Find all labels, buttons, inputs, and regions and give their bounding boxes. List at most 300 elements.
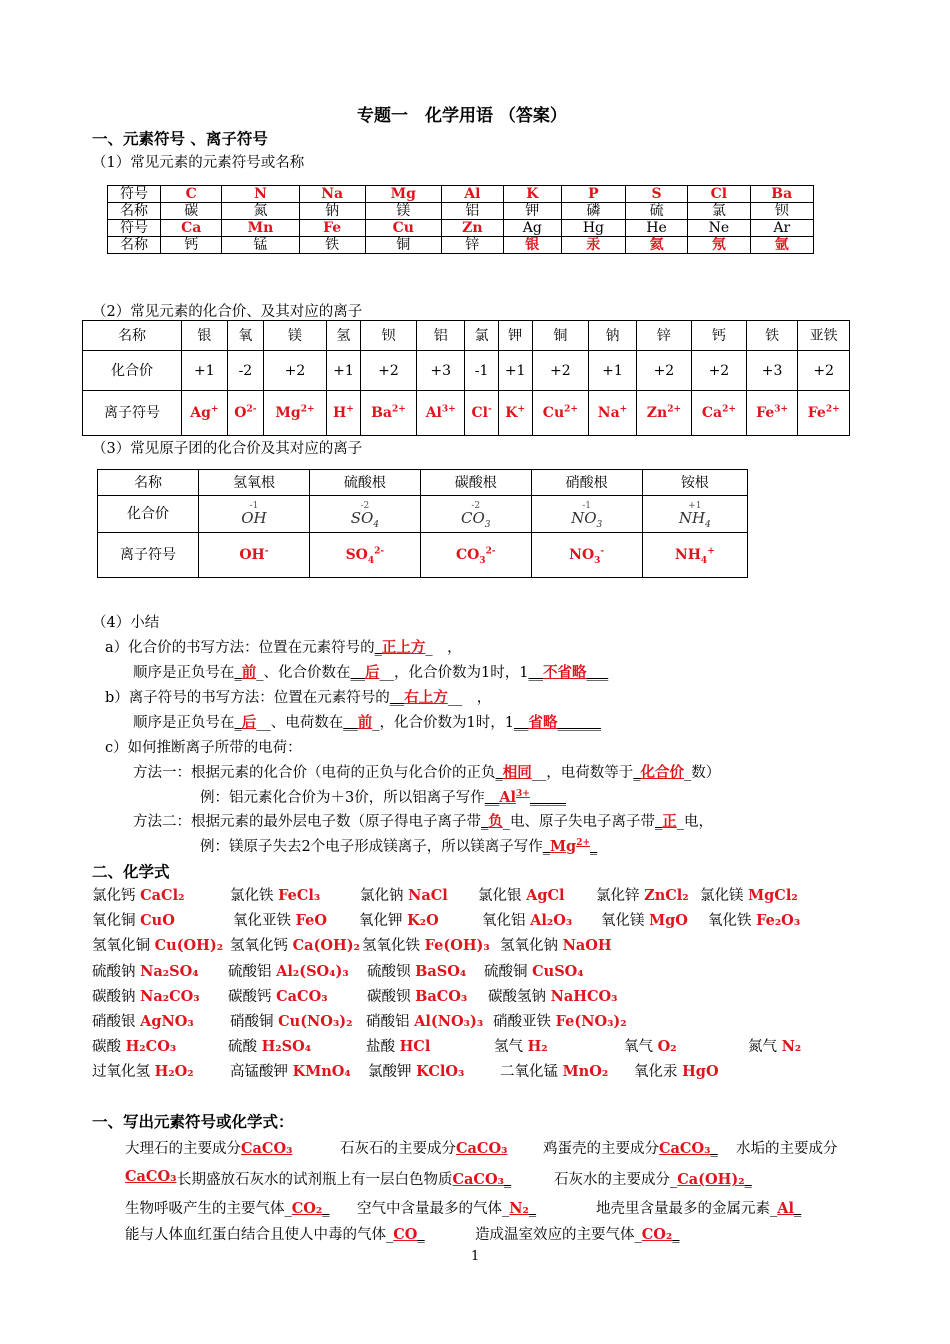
text-segment: __ — [528, 665, 543, 681]
table-cell: 铜 — [532, 321, 589, 351]
ion-cell — [465, 391, 498, 436]
compound-name: 氯化银 — [478, 888, 527, 904]
compound-formula: H₂CO₃ — [125, 1038, 177, 1056]
text-segment: _ — [542, 839, 550, 855]
compound-name: 氯化钙 — [92, 888, 141, 904]
table-row — [108, 220, 814, 237]
table-cell: +3 — [746, 351, 798, 391]
table-cell: +2 — [532, 351, 589, 391]
formula-item — [484, 960, 584, 981]
ion-symbol: Cl — [471, 405, 488, 421]
table-cell: 化合价 — [83, 351, 182, 391]
compound-name: 氧化镁 — [601, 913, 650, 930]
valence-formula — [461, 501, 491, 530]
table-cell: 氦 — [625, 237, 687, 254]
table-cell: 钙 — [161, 237, 222, 254]
formula-item — [92, 1035, 176, 1056]
table-cell: +2 — [636, 351, 691, 391]
compound-formula: Al₂(SO₄)₃ — [276, 962, 349, 980]
summary-c: c）如何推断离子所带的电荷： — [105, 740, 302, 756]
formula-item — [360, 884, 448, 905]
table-cell: Mn — [222, 220, 299, 237]
compound-formula: MgO — [649, 912, 688, 930]
ion-symbol: CO — [455, 547, 480, 563]
text-segment: __、电荷数在 — [256, 715, 344, 731]
compound-name: 氢氧化钠 — [500, 938, 563, 955]
subscript: 4 — [373, 520, 380, 530]
valence-base: $NO_3$ — [571, 509, 603, 530]
formula-item — [700, 884, 798, 905]
text-segment: __，化合价数为1时，1 — [379, 665, 529, 681]
table-cell: 名称 — [98, 470, 199, 496]
row-label: 名称 — [108, 237, 161, 254]
formula-item — [708, 909, 800, 930]
compound-name: 氧化铁 — [708, 913, 757, 930]
table-cell: Ca — [161, 220, 222, 237]
page-title: 专题一 化学用语 （答案） — [357, 106, 567, 126]
table-cell: 铜 — [365, 237, 441, 254]
blank: _ — [417, 1227, 425, 1243]
table-cell: Mg — [365, 186, 441, 203]
compound-formula: N₂ — [781, 1038, 802, 1056]
compound-name: 氧化铜 — [92, 913, 141, 930]
blank: _ — [322, 1201, 330, 1217]
ion-cell — [227, 391, 263, 436]
row-label: 名称 — [108, 203, 161, 220]
compound-formula: CaCO₃ — [276, 987, 328, 1005]
compound-formula: MgCl₂ — [748, 887, 798, 904]
text-segment: _电， — [676, 814, 713, 830]
ion-charge: - — [600, 546, 605, 557]
row-label: 化合价 — [98, 496, 199, 533]
formula-item — [359, 909, 439, 930]
answer: 前 — [357, 714, 373, 731]
question-text: 造成温室效应的主要气体_ — [475, 1227, 642, 1243]
table-cell: 钠 — [299, 203, 365, 220]
formula-item — [488, 985, 617, 1006]
compound-formula: FeO — [295, 912, 327, 930]
row-label: 符号 — [108, 220, 161, 237]
formula-item — [230, 934, 360, 955]
fill-item — [554, 1168, 752, 1189]
table-row — [83, 351, 850, 391]
formula-item — [624, 1035, 677, 1056]
table-cell: Ba — [750, 186, 813, 203]
text-segment: 顺序是正负号在 — [133, 715, 235, 731]
formula-item — [368, 1060, 464, 1081]
ion-charge: + — [210, 404, 219, 415]
compound-formula: KMnO₄ — [292, 1063, 351, 1081]
table-cell: -1 — [465, 351, 498, 391]
summary-method1 — [133, 761, 720, 782]
valence-formula — [241, 502, 266, 526]
compound-name: 硫酸铝 — [228, 963, 277, 980]
ion-cell — [420, 533, 531, 578]
subscript: 3 — [484, 520, 491, 530]
ion-cell — [182, 391, 228, 436]
formula-item — [500, 1060, 608, 1081]
answer: 相同 — [502, 764, 532, 781]
answer: CaCO₃ — [456, 1140, 508, 1157]
text-segment: _ — [234, 665, 242, 681]
ion-cell — [416, 391, 465, 436]
compound-name: 硫酸钡 — [367, 963, 416, 980]
table-cell: 氢氧根 — [199, 470, 310, 496]
subscript: 4 — [367, 555, 375, 566]
table-cell: 钡 — [750, 203, 813, 220]
answer: 后 — [365, 664, 380, 681]
text-segment: _____ — [529, 790, 567, 806]
text-segment: __ — [389, 690, 405, 706]
text-segment: __ ， — [447, 690, 492, 706]
compound-name: 氯化锌 — [596, 888, 645, 904]
section2-heading: 二、化学式 — [92, 862, 170, 881]
text-segment: _电、原子失电子离子带 — [502, 814, 655, 830]
blank: _ — [744, 1172, 752, 1188]
text-segment: __ — [513, 715, 529, 731]
compound-formula: H₂ — [527, 1038, 548, 1056]
text-segment: _ — [590, 839, 598, 855]
text-segment: ______ — [557, 715, 601, 731]
ion-charge: + — [707, 546, 715, 557]
answer: CO₂ — [641, 1226, 673, 1243]
compound-formula: MnO₂ — [562, 1063, 609, 1081]
table-cell: 钾 — [498, 321, 532, 351]
text-segment: _ — [633, 765, 641, 781]
compound-name: 硫酸铜 — [484, 963, 533, 980]
ion-cell — [589, 391, 637, 436]
answer-charge: 2+ — [576, 838, 590, 849]
table-cell: +1 — [326, 351, 360, 391]
compound-formula: O₂ — [657, 1038, 677, 1056]
element-symbol-table — [107, 185, 814, 254]
formula-item — [362, 934, 490, 955]
text-segment: __ — [484, 790, 500, 806]
question-text: 大理石的主要成分 — [125, 1141, 241, 1157]
valence-formula — [350, 501, 380, 530]
compound-formula: BaCO₃ — [415, 987, 468, 1005]
text-segment: a）化合价的书写方法：位置在元素符号的 — [105, 640, 375, 656]
ion-symbol: NO — [569, 547, 595, 563]
ion-cell — [642, 533, 747, 578]
formula-item — [233, 909, 327, 930]
text-segment: _ ， — [425, 640, 462, 656]
text-segment: _、化合价数在 — [256, 665, 351, 681]
compound-name: 碳酸钠 — [92, 988, 141, 1005]
summary-a1 — [105, 636, 462, 657]
table-cell: Hg — [561, 220, 625, 237]
table-row — [83, 391, 850, 436]
table-row — [98, 496, 748, 533]
question-text: 石灰水的主要成分_ — [554, 1172, 678, 1188]
ion-charge: 2+ — [825, 404, 840, 415]
table-cell: 镁 — [365, 203, 441, 220]
table-row — [108, 237, 814, 254]
table-cell: S — [625, 186, 687, 203]
fill-item — [125, 1223, 425, 1244]
formula-item — [228, 1035, 311, 1056]
table-cell: 铝 — [441, 203, 503, 220]
subscript: 3 — [596, 520, 603, 530]
compound-name: 盐酸 — [366, 1039, 400, 1056]
fill-item — [736, 1137, 838, 1158]
compound-name: 高锰酸钾 — [230, 1064, 293, 1081]
answer: CO₂ — [291, 1200, 323, 1217]
compound-name: 氯化镁 — [700, 888, 749, 904]
compound-name: 硝酸铝 — [366, 1014, 415, 1030]
table-cell: P — [561, 186, 625, 203]
section1-heading: 一、元素符号 、离子符号 — [92, 129, 268, 148]
ion-symbol: Mg — [275, 405, 301, 421]
table-cell: 氯 — [688, 203, 750, 220]
compound-name: 氧气 — [624, 1039, 658, 1056]
compound-formula: Fe(OH)₃ — [424, 937, 490, 955]
ion-charge: 2- — [374, 546, 385, 557]
compound-name: 二氧化锰 — [500, 1064, 563, 1081]
table-cell: 钡 — [360, 321, 416, 351]
valence-number: -1 — [249, 501, 259, 511]
formula-item — [601, 909, 688, 930]
valence-cell — [531, 496, 642, 533]
compound-name: 氢氧化铁 — [362, 938, 425, 955]
table-cell: +2 — [264, 351, 327, 391]
fill-item — [177, 1168, 511, 1189]
compound-name: 氢氧化钙 — [230, 938, 293, 955]
answer: CaCO₃ — [125, 1168, 177, 1185]
text-segment: _，化合价数为1时，1 — [372, 715, 514, 731]
ion-charge: 2- — [485, 546, 496, 557]
ion-cell — [531, 533, 642, 578]
subscript: 3 — [479, 555, 486, 566]
answer: Mg — [549, 838, 577, 855]
table-row — [98, 470, 748, 496]
ion-cell — [309, 533, 420, 578]
answer: 正 — [662, 813, 677, 830]
ion-charge: 2+ — [564, 404, 578, 415]
formula-item — [500, 934, 612, 955]
ion-symbol: OH — [239, 547, 265, 563]
compound-formula: NaHCO₃ — [550, 987, 618, 1005]
answer: CO — [393, 1226, 418, 1243]
valence-ion-table — [82, 320, 850, 436]
summary-a2 — [133, 661, 608, 682]
valence-base: OH — [241, 509, 267, 527]
text-segment: 顺序是正负号在 — [133, 665, 235, 681]
compound-name: 氢气 — [494, 1039, 528, 1056]
compound-name: 硫酸 — [228, 1039, 262, 1056]
compound-name: 氧化钾 — [359, 913, 408, 930]
formula-item — [482, 909, 572, 930]
compound-formula: AgNO₃ — [140, 1013, 194, 1030]
table-cell: +2 — [798, 351, 850, 391]
ion-charge: + — [517, 404, 525, 415]
table-row — [98, 533, 748, 578]
compound-name: 过氧化氢 — [92, 1064, 155, 1081]
text-segment: _ — [655, 814, 663, 830]
compound-formula: Fe(NO₃)₂ — [555, 1013, 627, 1030]
compound-formula: K₂O — [407, 912, 439, 930]
formula-item — [92, 960, 199, 981]
ion-charge: 2+ — [722, 404, 736, 415]
summary-title: （4）小结 — [92, 615, 160, 631]
table-cell: 锌 — [636, 321, 691, 351]
fill-item — [596, 1197, 801, 1218]
formula-item — [494, 1035, 548, 1056]
table-cell: 银 — [182, 321, 228, 351]
ion-symbol: Na — [597, 405, 620, 421]
compound-formula: HgO — [682, 1063, 719, 1081]
summary-method1-example — [200, 786, 566, 807]
ion-charge: 2+ — [392, 404, 406, 415]
fill-item — [340, 1137, 507, 1158]
compound-name: 硝酸银 — [92, 1014, 141, 1030]
table-cell: 硫 — [625, 203, 687, 220]
formula-item — [92, 909, 175, 930]
blank: _ — [710, 1141, 718, 1157]
ion-symbol: Zn — [646, 405, 668, 421]
formula-item — [230, 884, 320, 905]
blank: _ — [503, 1172, 512, 1188]
text-segment: __ — [343, 715, 358, 731]
table-cell: 锌 — [441, 237, 503, 254]
subheading-2: （2）常见元素的化合价、及其对应的离子 — [92, 304, 363, 320]
text-segment: b）离子符号的书写方法：位置在元素符号的 — [105, 690, 390, 706]
text-segment: _ — [374, 640, 382, 656]
ion-symbol: H — [333, 405, 347, 421]
subheading-1: （1）常见元素的元素符号或名称 — [92, 155, 305, 171]
table-cell: Ar — [750, 220, 813, 237]
formula-item — [366, 1010, 483, 1031]
table-cell: 锰 — [222, 237, 299, 254]
ion-cell — [798, 391, 850, 436]
answer: 省略 — [528, 714, 558, 731]
text-segment: _ — [481, 814, 489, 830]
table-cell: +1 — [182, 351, 228, 391]
table-row — [108, 186, 814, 203]
compound-formula: H₂O₂ — [154, 1063, 194, 1081]
ion-cell — [532, 391, 589, 436]
formula-item — [92, 985, 200, 1006]
subheading-3: （3）常见原子团的化合价及其对应的离子 — [92, 441, 363, 457]
table-cell: 氮 — [222, 203, 299, 220]
fill-item — [125, 1137, 292, 1158]
answer: 化合价 — [640, 764, 684, 781]
compound-name: 氧化铝 — [482, 913, 531, 930]
summary-method2 — [133, 810, 713, 831]
table-cell: 硝酸根 — [531, 470, 642, 496]
answer: Al — [777, 1200, 795, 1217]
text-segment: _ — [495, 765, 503, 781]
fill-item — [125, 1168, 176, 1185]
compound-name: 氯化铁 — [230, 888, 279, 904]
valence-number: +1 — [688, 501, 702, 511]
formula-item — [92, 1060, 194, 1081]
valence-cell — [309, 496, 420, 533]
text-segment: 例：铝元素化合价为＋3价，所以铝离子写作 — [200, 790, 485, 806]
blank: _ — [528, 1201, 537, 1217]
valence-formula — [571, 501, 603, 530]
table-cell: +3 — [416, 351, 465, 391]
question-text: 地壳里含量最多的金属元素_ — [596, 1201, 778, 1217]
table-cell: N — [222, 186, 299, 203]
table-cell: 碳 — [161, 203, 222, 220]
formula-item — [493, 1010, 627, 1031]
subscript: 4 — [700, 555, 708, 566]
answer: Al — [499, 789, 516, 806]
answer-charge: 3+ — [516, 789, 530, 800]
table-cell: K — [503, 186, 561, 203]
question-text: 生物呼吸产生的主要气体_ — [125, 1201, 292, 1217]
table-cell: 氢 — [326, 321, 360, 351]
row-label: 符号 — [108, 186, 161, 203]
ion-symbol: K — [505, 405, 518, 421]
compound-formula: Al(NO₃)₃ — [414, 1013, 484, 1030]
answer: CaCO₃ — [659, 1140, 711, 1157]
ion-charge: 2+ — [667, 404, 681, 415]
ion-charge: - — [264, 546, 269, 557]
text-segment: __，电荷数等于 — [531, 765, 634, 781]
table-cell: 镁 — [264, 321, 327, 351]
compound-formula: FeCl₃ — [278, 887, 321, 904]
table-cell: 钙 — [691, 321, 746, 351]
text-segment: 方法二：根据元素的最外层电子数（原子得电子离子带 — [133, 814, 481, 830]
compound-name: 硫酸钠 — [92, 963, 141, 980]
formula-item — [92, 1010, 194, 1031]
compound-name: 硝酸亚铁 — [493, 1014, 556, 1030]
blank: _ — [672, 1227, 680, 1243]
text-segment: __ — [350, 665, 365, 681]
compound-formula: AgCl — [526, 887, 565, 904]
compound-formula: Cu(OH)₂ — [154, 937, 224, 955]
compound-formula: Al₂O₃ — [530, 912, 573, 930]
compound-name: 氯化钠 — [360, 888, 409, 904]
compound-name: 氮气 — [748, 1039, 782, 1056]
formula-item — [230, 1010, 353, 1031]
ion-charge: - — [487, 404, 492, 415]
table-cell: 氖 — [688, 237, 750, 254]
text-segment: 例：镁原子失去2个电子形成镁离子，所以镁离子写作 — [200, 839, 543, 855]
formula-item — [478, 884, 565, 905]
ion-charge: 3+ — [774, 404, 789, 415]
compound-name: 碳酸钙 — [228, 988, 277, 1005]
table-cell: +2 — [360, 351, 416, 391]
table-cell: Al — [441, 186, 503, 203]
question-text: 空气中含量最多的气体_ — [357, 1201, 510, 1217]
formula-item — [228, 960, 349, 981]
ion-symbol: NH — [674, 547, 701, 563]
formula-item — [230, 1060, 351, 1081]
formula-item — [367, 985, 467, 1006]
table-cell: 钠 — [589, 321, 637, 351]
answer: 不省略 — [542, 664, 587, 681]
table-row — [108, 203, 814, 220]
compound-name: 氯酸钾 — [368, 1064, 417, 1081]
answer: 后 — [241, 714, 257, 731]
ion-symbol: Cu — [542, 405, 565, 421]
table-cell: 磷 — [561, 203, 625, 220]
answer: 正上方 — [381, 639, 426, 656]
radical-table — [97, 469, 748, 578]
compound-formula: Cu(NO₃)₂ — [278, 1013, 353, 1030]
table-cell: Cu — [365, 220, 441, 237]
table-cell: 亚铁 — [798, 321, 850, 351]
valence-number: -2 — [360, 501, 370, 511]
compound-name: 碳酸 — [92, 1039, 126, 1056]
formula-item — [92, 884, 184, 905]
subscript: 4 — [705, 520, 711, 530]
table-cell: 铁 — [746, 321, 798, 351]
table-cell: +1 — [589, 351, 637, 391]
